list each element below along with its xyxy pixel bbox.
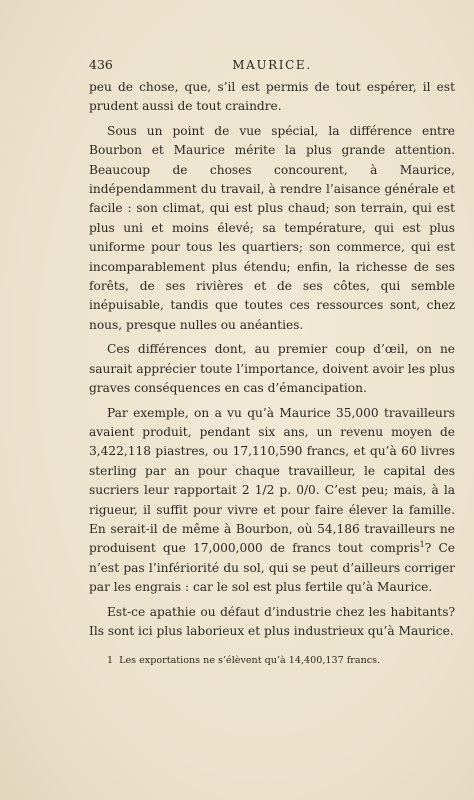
body-text — [89, 78, 455, 641]
paragraph-bourbon-maurice: Sous un point de vue spécial, la différence entre Bourbon et Maurice mérite la plus grande attention. Beaucoup de choses concourent, à Maurice, indépendamment du travail, à rendre l’aisance générale et facile : son climat, qui est plus chaud; son terrain, qui est plus uni et moins élevé; sa température, qui est plus uniforme pour tous les quartiers; son commerce, qui est incomparablement plus étendu; enfin, la richesse de ses forêts, de ses rivières et de ses côtes, qui semble inépuisable, tandis que toutes ces ressources sont, chez nous, presque nulles ou anéanties. — [89, 123, 455, 332]
footnote-text: Les exportations ne s’élèvent qu’à 14,400,137 francs. — [119, 655, 381, 666]
footnote-mark: 1 — [107, 655, 114, 666]
paragraph-continued: peu de chose, que, s’il est permis de tout espérer, il est prudent aussi de tout craindre. — [89, 80, 455, 114]
page-number: 436 — [89, 57, 113, 72]
running-title: MAURICE. — [232, 58, 312, 72]
footnote — [107, 655, 447, 667]
paragraph-apathie: Est-ce apathie ou défaut d’industrie chez les habitants? Ils sont ici plus laborieux et plus industrieux qu’à Maurice. — [89, 604, 455, 638]
running-head — [89, 57, 455, 73]
paragraph-example-continuation: ? Ce n’est pas l’infériorité du sol, qui se peut d’ailleurs corriger par les engrais : car le sol est plus fertile qu’à Maurice. — [89, 541, 455, 595]
paragraph-example — [89, 404, 455, 598]
paragraph-differences: Ces différences dont, au premier coup d’œil, on ne saurait apprécier toute l’importance, doivent avoir les plus graves conséquences en cas d’émancipation. — [89, 342, 455, 396]
paragraph-example-text: Par exemple, on a vu qu’à Maurice 35,000 travailleurs avaient produit, pendant six ans, un revenu moyen de 3,422,118 piastres, ou 17,110,590 francs, et qu’à 60 livres sterling par an pour chaque travailleur, le capital des sucriers leur rapportait 2 1/2 p. 0/0. C’est peu; mais, à la rigueur, il suffit pour vivre et pour faire élever la famille. En serait-il de même à Bourbon, où 54,186 travailleurs ne produisent que 17,000,000 de francs tout compris — [89, 405, 455, 556]
footnote-reference: 1 — [419, 540, 425, 550]
